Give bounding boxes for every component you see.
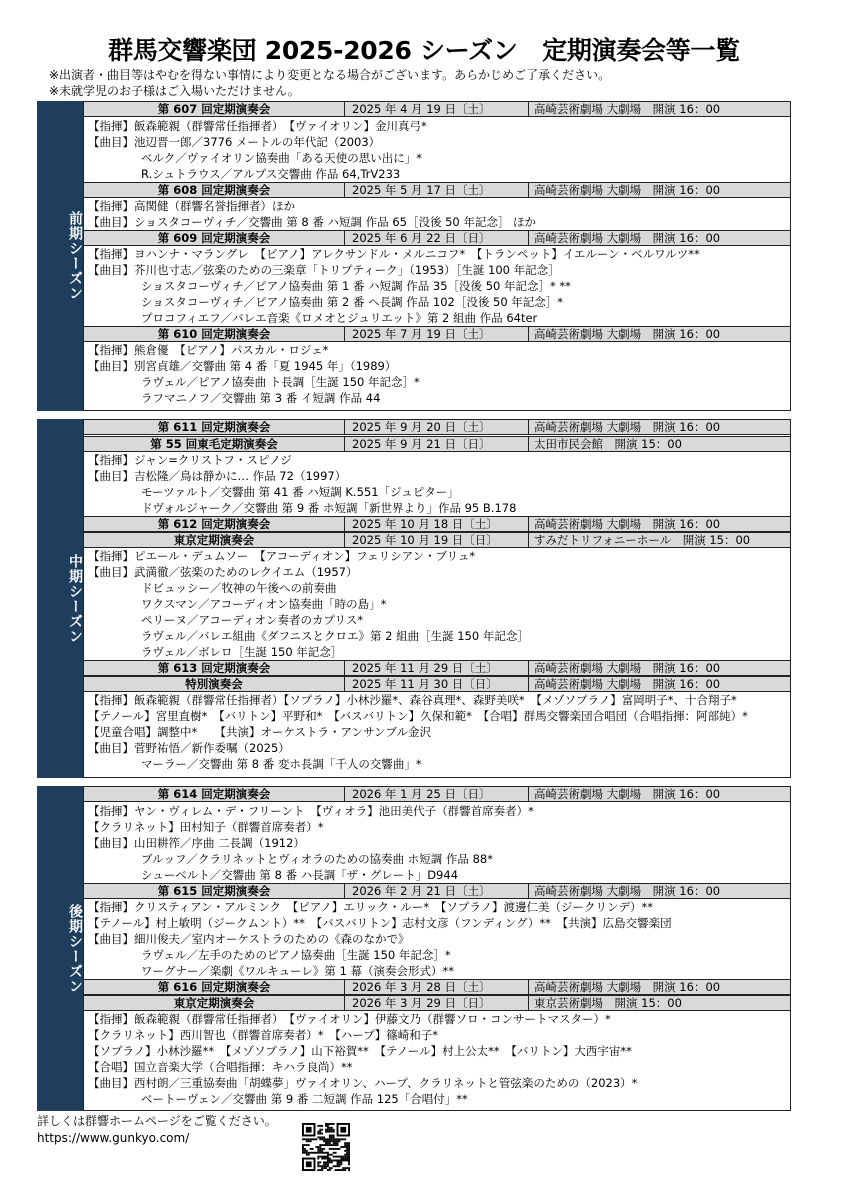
concert-header-row: [84, 532, 790, 548]
footer-text: 詳しくは群響ホームページをご覧ください。: [37, 1114, 277, 1128]
concert-venue: すみだトリフォニーホール 開演 15：00: [528, 533, 790, 547]
program-piece: ベルク／ヴァイオリン協奏曲「ある天使の思い出に」*: [141, 151, 423, 165]
program-piece: ワクスマン／アコーディオン協奏曲「時の島」*: [141, 597, 387, 611]
concert-header-row: [84, 182, 790, 198]
concert-date: 2025 年 9 月 21 日〔日〕: [344, 437, 528, 451]
concert-header-row: [84, 995, 790, 1011]
concert-date: 2025 年 5 月 17 日〔土〕: [344, 183, 528, 197]
performer-line: 【指揮】ヤン・ヴィレム・デ・フリーント 【ヴィオラ】池田美代子（群響首席奏者）*: [88, 804, 534, 818]
season-label: [37, 419, 83, 778]
concert-header-row: [84, 436, 790, 452]
program-piece: ショスタコーヴィチ／ピアノ協奏曲 第 1 番 ハ短調 作品 35［没後 50 年記念］* **: [141, 279, 571, 293]
concert-header-row: [84, 101, 790, 117]
concert-header-row: [84, 883, 790, 899]
performer-line: 【指揮】ヨハンナ・マラングレ 【ピアノ】アレクサンドル・メルニコフ* 【トランペット】イエルーン・ベルワルツ**: [88, 247, 700, 261]
concert-date: 2025 年 7 月 19 日〔土〕: [344, 327, 528, 341]
concert-date: 2025 年 9 月 20 日〔土〕: [344, 420, 528, 434]
season-section: [37, 419, 791, 778]
program-piece: ドビュッシー／牧神の午後への前奏曲: [141, 581, 337, 595]
concert-name: 第 609 回定期演奏会: [157, 231, 271, 245]
page-title: 群馬交響楽団 2025-2026 シーズン 定期演奏会等一覧: [108, 36, 740, 65]
season-body: [83, 786, 791, 1111]
concert-name: 特別演奏会: [185, 677, 243, 691]
program-piece: ブルッフ／クラリネットとヴィオラのための協奏曲 ホ短調 作品 88*: [141, 852, 493, 866]
program-piece: ドヴォルジャーク／交響曲 第 9 番 ホ短調「新世界より」作品 95 B.178: [141, 501, 517, 515]
concert-date: 2026 年 3 月 29 日〔日〕: [344, 996, 528, 1010]
concert-date: 2025 年 10 月 18 日〔土〕: [344, 517, 528, 531]
concert-date: 2025 年 10 月 19 日〔日〕: [344, 533, 528, 547]
performer-line: 【曲目】吉松隆／鳥は静かに… 作品 72（1997）: [88, 469, 347, 483]
concert-header-row: [84, 326, 790, 342]
performer-line: 【曲目】芥川也寸志／弦楽のための三楽章「トリプティーク」（1953）［生誕 100 年記念］: [88, 263, 560, 277]
performer-line: 【指揮】飯森範親（群響常任指揮者） 【ヴァイオリン】金川真弓*: [88, 119, 427, 133]
performer-line: 【指揮】熊倉優 【ピアノ】パスカル・ロジェ*: [88, 343, 329, 357]
performer-line: 【指揮】ジャン=クリストフ・スピノジ: [88, 453, 292, 467]
performer-line: 【ソプラノ】小林沙羅** 【メゾソプラノ】山下裕賀** 【テノール】村上公太** 【バリトン】大西宇宙**: [88, 1044, 632, 1058]
program-piece: シューベルト／交響曲 第 8 番 ハ長調「ザ・グレート」D944: [141, 868, 459, 882]
season-label-text: 前期シーズン: [67, 211, 83, 301]
concert-header-row: [84, 516, 790, 532]
concert-date: 2026 年 2 月 21 日〔土〕: [344, 884, 528, 898]
concert-header-row: [84, 230, 790, 246]
season-label-text: 後期シーズン: [67, 903, 83, 994]
concert-venue: 高崎芸術劇場 大劇場 開演 16：00: [528, 980, 790, 994]
concert-name: 東京定期演奏会: [173, 533, 255, 547]
performer-line: 【曲目】山田耕筰／序曲 二長調（1912）: [88, 836, 305, 850]
performer-line: 【クラリネット】田村知子（群響首席奏者）*: [88, 820, 324, 834]
season-label: [37, 786, 83, 1111]
program-piece: R.シュトラウス／アルプス交響曲 作品 64,TrV233: [141, 167, 401, 181]
program-piece: プロコフィエフ／バレエ音楽《ロメオとジュリエット》第 2 組曲 作品 64ter: [141, 311, 538, 325]
concert-venue: 太田市民会館 開演 15：00: [528, 437, 790, 451]
performer-line: 【曲目】ショスタコーヴィチ／交響曲 第 8 番 ハ短調 作品 65［没後 50 年記念］ ほか: [88, 215, 537, 229]
program-piece: ショスタコーヴィチ／ピアノ協奏曲 第 2 番 ヘ長調 作品 102［没後 50 年記念］*: [141, 295, 564, 309]
season-section: [37, 786, 791, 1111]
concert-name: 第 610 回定期演奏会: [157, 327, 271, 341]
concert-header-row: [84, 660, 790, 676]
performer-line: 【指揮】クリスティアン・アルミンク 【ピアノ】エリック・ルー* 【ソプラノ】渡邊仁美（ジークリンデ）**: [88, 900, 653, 914]
concert-venue: 高崎芸術劇場 大劇場 開演 16：00: [528, 231, 790, 245]
website-link[interactable]: https://www.gunkyo.com/: [37, 1131, 190, 1145]
performer-line: 【クラリネット】西川智也（群響首席奏者）* 【ハープ】篠崎和子*: [88, 1028, 439, 1042]
concert-date: 2026 年 3 月 28 日〔土〕: [344, 980, 528, 994]
concert-venue: 高崎芸術劇場 大劇場 開演 16：00: [528, 661, 790, 675]
program-piece: ラヴェル／バレエ組曲《ダフニスとクロエ》第 2 組曲［生誕 150 年記念］: [141, 629, 529, 643]
performer-line: 【テノール】村上敏明（ジークムント）** 【バスバリトン】志村文彦（フンディング）** 【共演】広島交響楽団: [88, 916, 672, 930]
season-section: [37, 101, 791, 411]
concert-name: 第 614 回定期演奏会: [157, 787, 271, 801]
performer-line: 【曲目】武満徹／弦楽のためのレクイエム（1957）: [88, 565, 358, 579]
concert-venue: 高崎芸術劇場 大劇場 開演 16：00: [528, 102, 790, 116]
concert-name: 第 613 回定期演奏会: [157, 661, 271, 675]
concert-header-row: [84, 676, 790, 692]
concert-venue: 高崎芸術劇場 大劇場 開演 16：00: [528, 420, 790, 434]
concert-name: 第 607 回定期演奏会: [157, 102, 271, 116]
performer-line: 【曲目】別宮貞雄／交響曲 第 4 番「夏 1945 年」（1989）: [88, 359, 397, 373]
concert-name: 第 55 回東毛定期演奏会: [150, 437, 278, 451]
performer-line: 【曲目】菅野祐悟／新作委嘱（2025）: [88, 741, 290, 755]
program-piece: ペリーヌ／アコーディオン奏者のカプリス*: [141, 613, 364, 627]
concert-header-row: [84, 419, 790, 435]
performer-line: 【指揮】ピエール・デュムソー 【アコーディオン】フェリシアン・ブリュ*: [88, 549, 476, 563]
concert-name: 第 612 回定期演奏会: [157, 517, 271, 531]
performer-line: 【指揮】飯森範親（群響常任指揮者）【ソプラノ】小林沙羅*、森谷真理*、森野美咲* 【メゾソプラノ】富岡明子*、十合翔子*: [88, 693, 737, 707]
performer-line: 【指揮】飯森範親（群響常任指揮者） 【ヴァイオリン】伊藤文乃（群響ソロ・コンサートマスター）*: [88, 1012, 611, 1026]
concert-date: 2025 年 11 月 29 日〔土〕: [344, 661, 528, 675]
concert-date: 2025 年 6 月 22 日〔日〕: [344, 231, 528, 245]
performer-line: 【児童合唱】調整中* 【共演】オーケストラ・アンサンブル金沢: [88, 725, 432, 739]
season-label: [37, 101, 83, 411]
performer-line: 【曲目】細川俊夫／室内オーケストラのための《森のなかで》: [88, 932, 410, 946]
concert-name: 第 611 回定期演奏会: [157, 420, 271, 434]
performer-line: 【テノール】宮里直樹* 【バリトン】平野和* 【バスバリトン】久保和範* 【合唱】群馬交響楽団合唱団（合唱指揮：阿部純）*: [88, 709, 748, 723]
program-piece: マーラー／交響曲 第 8 番 変ホ長調「千人の交響曲」*: [141, 757, 422, 771]
concert-venue: 高崎芸術劇場 大劇場 開演 16：00: [528, 183, 790, 197]
performer-line: 【合唱】国立音楽大学（合唱指揮：キハラ良尚）**: [88, 1060, 353, 1074]
season-body: [83, 101, 791, 411]
concert-venue: 高崎芸術劇場 大劇場 開演 16：00: [528, 884, 790, 898]
qr-code-icon: [302, 1123, 350, 1171]
concert-date: 2026 年 1 月 25 日〔日〕: [344, 787, 528, 801]
program-piece: ラフマニノフ／交響曲 第 3 番 イ短調 作品 44: [141, 391, 381, 405]
concert-name: 第 615 回定期演奏会: [157, 884, 271, 898]
concert-name: 第 608 回定期演奏会: [157, 183, 271, 197]
concert-venue: 東京芸術劇場 開演 15：00: [528, 996, 790, 1010]
concert-name: 第 616 回定期演奏会: [157, 980, 271, 994]
program-piece: ベートーヴェン／交響曲 第 9 番 二短調 作品 125「合唱付」**: [141, 1092, 468, 1106]
concert-venue: 高崎芸術劇場 大劇場 開演 16：00: [528, 517, 790, 531]
program-piece: ラヴェル／左手のためのピアノ協奏曲［生誕 150 年記念］*: [141, 948, 451, 962]
program-piece: ラヴェル／ピアノ協奏曲 ト長調［生誕 150 年記念］*: [141, 375, 420, 389]
notice-change: ※出演者・曲目等はやむを得ない事情により変更となる場合がございます。あらかじめご了承ください。: [49, 68, 611, 82]
program-piece: モーツァルト／交響曲 第 41 番 ハ短調 K.551「ジュピター」: [141, 485, 459, 499]
season-label-text: 中期シーズン: [67, 553, 83, 644]
concert-header-row: [84, 786, 790, 802]
program-piece: ワーグナー／楽劇《ワルキューレ》第 1 幕（演奏会形式）**: [141, 964, 455, 978]
season-body: [83, 419, 791, 778]
concert-name: 東京定期演奏会: [173, 996, 255, 1010]
concert-date: 2025 年 11 月 30 日〔日〕: [344, 677, 528, 691]
concert-venue: 高崎芸術劇場 大劇場 開演 16：00: [528, 677, 790, 691]
concert-date: 2025 年 4 月 19 日〔土〕: [344, 102, 528, 116]
concert-header-row: [84, 979, 790, 995]
performer-line: 【指揮】高関健（群響名誉指揮者）ほか: [88, 199, 295, 213]
performer-line: 【曲目】西村朗／三重協奏曲「胡蝶夢」ヴァイオリン、ハープ、クラリネットと管弦楽のための（2023）*: [88, 1076, 638, 1090]
concert-venue: 高崎芸術劇場 大劇場 開演 16：00: [528, 787, 790, 801]
program-piece: ラヴェル／ボレロ［生誕 150 年記念］: [141, 645, 343, 659]
concert-venue: 高崎芸術劇場 大劇場 開演 16：00: [528, 327, 790, 341]
notice-children: ※未就学児のお子様はご入場いただけません。: [49, 84, 300, 98]
performer-line: 【曲目】池辺晋一郎／3776 メートルの年代記（2003）: [88, 135, 381, 149]
